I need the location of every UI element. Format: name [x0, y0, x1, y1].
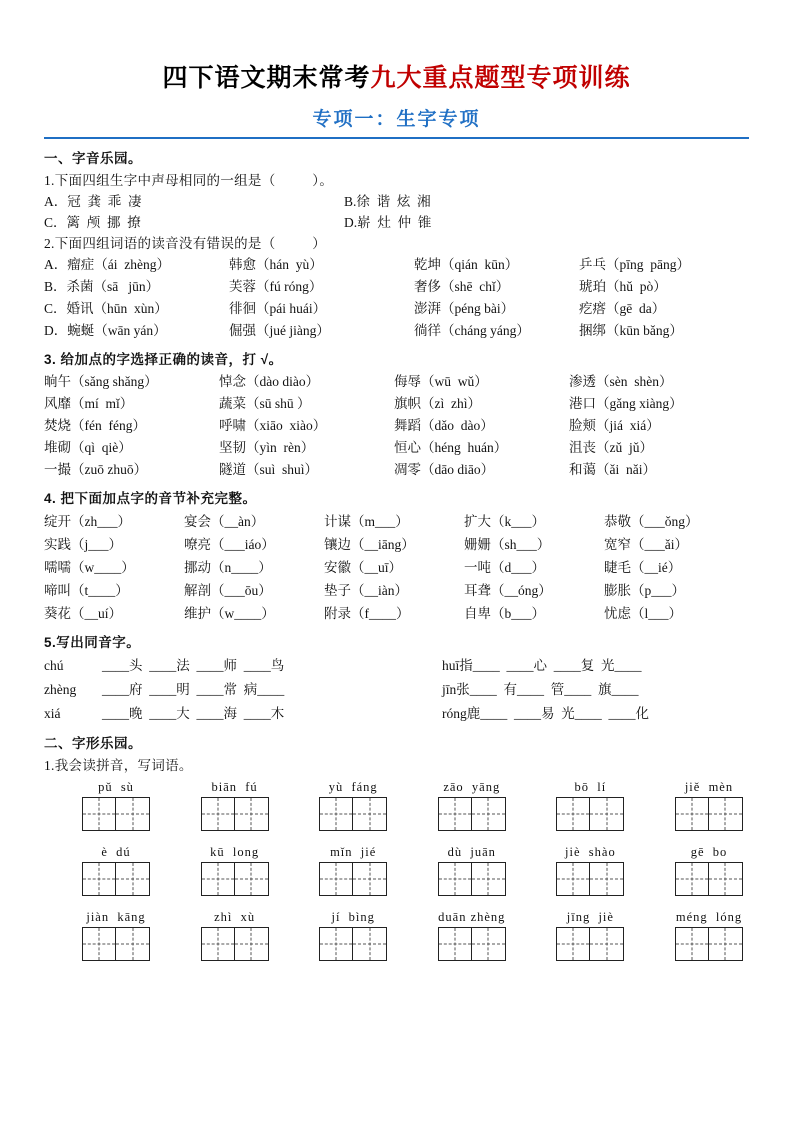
- blank-cell[interactable]: 耳聋（__óng）: [464, 583, 552, 598]
- spacer: [44, 831, 749, 841]
- pinyin-label: jiè shào: [565, 845, 616, 859]
- tianzige-cells[interactable]: [201, 797, 269, 831]
- tianzige-item: [556, 910, 624, 961]
- tianzige-item: [675, 910, 743, 961]
- option-c: C．篱 颅 挪 撩: [44, 215, 141, 230]
- section-heading-2: 二、字形乐园。: [44, 736, 142, 751]
- tianzige-cells[interactable]: [201, 927, 269, 961]
- tianzige-cell[interactable]: [472, 862, 506, 896]
- blank-cell[interactable]: 挪动（n____）: [184, 560, 272, 575]
- choice-cell: 恒心（héng huán）: [394, 440, 508, 455]
- tianzige-cell[interactable]: [556, 927, 590, 961]
- homophone-row: [44, 702, 749, 726]
- tianzige-cell[interactable]: [235, 927, 269, 961]
- choice-cell: 徘徊（pái huái）: [229, 301, 327, 316]
- pinyin-label-2: jīn: [442, 682, 457, 697]
- choice-cell: 徜徉（cháng yáng）: [414, 323, 530, 338]
- pinyin-label: yù fáng: [328, 780, 378, 794]
- choice-cell: 蔬菜（sū shū ）: [219, 396, 311, 411]
- homophone-blanks-left[interactable]: ____府 ____明 ____常 病____: [102, 682, 285, 697]
- tianzige-cells[interactable]: [319, 862, 387, 896]
- tianzige-cells[interactable]: [556, 862, 624, 896]
- tianzige-cell[interactable]: [556, 797, 590, 831]
- tianzige-cell[interactable]: [353, 927, 387, 961]
- tianzige-item: [438, 780, 506, 831]
- blank-cell[interactable]: 姗姗（sh___）: [464, 537, 551, 552]
- tianzige-cell[interactable]: [353, 797, 387, 831]
- choice-cell: 和蔼（ǎi nǎi）: [569, 462, 656, 477]
- tianzige-cell[interactable]: [438, 797, 472, 831]
- choice-cell: A．瘤症（ái zhèng）: [44, 257, 170, 272]
- blank-cell[interactable]: 宽窄（___ǎi）: [604, 537, 688, 552]
- blanks[interactable]: 指____ ____心 ____复 光____: [459, 658, 642, 673]
- tianzige-item: [438, 845, 506, 896]
- tianzige-cell[interactable]: [675, 862, 709, 896]
- pinyin-label: méng lóng: [675, 910, 743, 924]
- tianzige-cell[interactable]: [82, 927, 116, 961]
- tianzige-cells[interactable]: [675, 797, 743, 831]
- tianzige-cell[interactable]: [235, 797, 269, 831]
- choice-cell: 焚烧（fén féng）: [44, 418, 146, 433]
- pinyin-label: jīng jiè: [566, 910, 614, 924]
- tianzige-row: [44, 910, 749, 961]
- blank-cell[interactable]: 扩大（k___）: [464, 514, 545, 529]
- pinyin-label: kū long: [210, 845, 260, 859]
- pinyin-label: biān fú: [211, 780, 258, 794]
- blank-cell[interactable]: 安徽（__uī）: [324, 560, 403, 575]
- pinyin-label: zhì xù: [214, 910, 256, 924]
- option-d: D.崭 灶 仲 锥: [344, 215, 432, 230]
- choice-cell: 乒乓（pīng pāng）: [579, 257, 690, 272]
- blank-cell[interactable]: 嚅嚅（w____）: [44, 560, 135, 575]
- pinyin-label: chú: [44, 658, 64, 673]
- choice-cell: 渗透（sèn shèn）: [569, 374, 673, 389]
- tianzige-cells[interactable]: [438, 927, 506, 961]
- tianzige-cell[interactable]: [201, 862, 235, 896]
- tianzige-cells[interactable]: [675, 927, 743, 961]
- blank-cell[interactable]: 膨胀（p___）: [604, 583, 685, 598]
- pinyin-label-2: huī: [442, 658, 460, 673]
- choice-cell: 脸颊（jiá xiá）: [569, 418, 660, 433]
- tianzige-cells[interactable]: [319, 927, 387, 961]
- homophone-row: [44, 654, 749, 678]
- tianzige-cell[interactable]: [590, 797, 624, 831]
- option-a: A．冠 龚 乖 凄: [44, 194, 142, 209]
- page-title: [44, 58, 749, 94]
- tianzige-cell[interactable]: [590, 862, 624, 896]
- tianzige-cell[interactable]: [201, 797, 235, 831]
- tianzige-cell[interactable]: [590, 927, 624, 961]
- tianzige-item: [201, 780, 269, 831]
- question-3-choices: [44, 371, 749, 481]
- tianzige-item: [82, 845, 150, 896]
- pinyin-label: jiàn kāng: [86, 910, 146, 924]
- choice-cell: 捆绑（kūn bǎng）: [579, 323, 683, 338]
- question-1-option-row: [44, 191, 749, 212]
- choice-cell: 隧道（suì shuì）: [219, 462, 319, 477]
- tianzige-cell[interactable]: [353, 862, 387, 896]
- tianzige-cell[interactable]: [472, 797, 506, 831]
- tianzige-item: [319, 845, 387, 896]
- tianzige-item: [675, 845, 743, 896]
- blank-cell[interactable]: 自卑（b___）: [464, 606, 545, 621]
- tianzige-cells[interactable]: [82, 862, 150, 896]
- pinyin-label: zhèng: [44, 682, 77, 697]
- pinyin-label: pǔ sù: [98, 780, 134, 794]
- choice-cell: 港口（gǎng xiàng）: [569, 396, 683, 411]
- tianzige-cells[interactable]: [675, 862, 743, 896]
- tianzige-cell[interactable]: [116, 797, 150, 831]
- blank-cell[interactable]: 恭敬（___ǒng）: [604, 514, 699, 529]
- pinyin-label: mǐn jié: [330, 845, 377, 859]
- section-heading-1: 一、字音乐园。: [44, 151, 142, 166]
- question-2-choices: [44, 254, 749, 342]
- tianzige-cell[interactable]: [438, 927, 472, 961]
- tianzige-cell[interactable]: [709, 797, 743, 831]
- tianzige-item: [319, 910, 387, 961]
- blank-cell[interactable]: 解剖（___ōu）: [184, 583, 272, 598]
- tianzige-cells[interactable]: [438, 797, 506, 831]
- tianzige-cells[interactable]: [82, 927, 150, 961]
- pinyin-label: jí bìng: [331, 910, 375, 924]
- question-3-stem: 3. 给加点的字选择正确的读音，打 √。: [44, 352, 283, 367]
- tianzige-cell[interactable]: [472, 927, 506, 961]
- question-1-option-row: [44, 212, 749, 233]
- homophone-blanks-left[interactable]: ____晚 ____大 ____海 ____木: [102, 706, 285, 721]
- tianzige-cells[interactable]: [319, 797, 387, 831]
- section-banner: 专项一：生字专项: [312, 109, 481, 130]
- tianzige-cell[interactable]: [319, 797, 353, 831]
- pinyin-label: bō lí: [574, 780, 607, 794]
- choice-cell: 晌午（sǎng shǎng）: [44, 374, 158, 389]
- pinyin-label: jiě mèn: [684, 780, 734, 794]
- homophone-blanks-right[interactable]: [442, 678, 742, 702]
- tianzige-cells[interactable]: [438, 862, 506, 896]
- tianzige-cell[interactable]: [235, 862, 269, 896]
- pinyin-label-2: róng: [442, 706, 467, 721]
- tianzige-cell[interactable]: [556, 862, 590, 896]
- question-6-stem: 1.我会读拼音，写词语。: [44, 758, 193, 773]
- tianzige-item: [201, 845, 269, 896]
- tianzige-item: [82, 910, 150, 961]
- question-2-stem: 2.下面四组词语的读音没有错误的是（ ）: [44, 236, 327, 251]
- tianzige-cell[interactable]: [709, 927, 743, 961]
- tianzige-cell[interactable]: [116, 862, 150, 896]
- question-4-blanks: [44, 510, 749, 625]
- choice-cell: 芙蓉（fú róng）: [229, 279, 323, 294]
- tianzige-item: [438, 910, 506, 961]
- option-b: B.徐 谐 炫 湘: [344, 194, 431, 209]
- tianzige-cell[interactable]: [82, 797, 116, 831]
- tianzige-cell[interactable]: [201, 927, 235, 961]
- tianzige-item: [201, 910, 269, 961]
- blank-cell[interactable]: 垫子（__iàn）: [324, 583, 408, 598]
- choice-cell: 琥珀（hǔ pò）: [579, 279, 667, 294]
- blank-cell[interactable]: 啼叫（t____）: [44, 583, 129, 598]
- homophone-row: [44, 678, 749, 702]
- tianzige-item: [675, 780, 743, 831]
- blanks[interactable]: 张____ 有____ 管____ 旗____: [456, 682, 639, 697]
- choice-cell: 沮丧（zǔ jǔ）: [569, 440, 653, 455]
- choice-cell: 凋零（dāo diāo）: [394, 462, 495, 477]
- blank-cell[interactable]: 实践（j___）: [44, 537, 123, 552]
- blank-cell[interactable]: 睫毛（__ié）: [604, 560, 682, 575]
- pinyin-label: zāo yāng: [443, 780, 501, 794]
- tianzige-row: [44, 780, 749, 831]
- tianzige-item: [556, 845, 624, 896]
- choice-cell: 呼啸（xiāo xiào）: [219, 418, 327, 433]
- choice-cell: B．杀菌（sā jūn）: [44, 279, 160, 294]
- choice-cell: 堆砌（qì qiè）: [44, 440, 132, 455]
- choice-cell: 风靡（mí mǐ）: [44, 396, 134, 411]
- question-1-stem: 1.下面四组生字中声母相同的一组是（ ）。: [44, 173, 334, 188]
- tianzige-cells[interactable]: [201, 862, 269, 896]
- blank-cell[interactable]: 宴会（__àn）: [184, 514, 265, 529]
- choice-cell: 疙瘩（gē da）: [579, 301, 666, 316]
- choice-cell: 澎湃（péng bài）: [414, 301, 515, 316]
- choice-cell: 舞蹈（dǎo dào）: [394, 418, 494, 433]
- banner-divider: [44, 137, 749, 139]
- tianzige-item: [556, 780, 624, 831]
- pinyin-label: è dú: [101, 845, 131, 859]
- tianzige-cells[interactable]: [82, 797, 150, 831]
- tianzige-item: [82, 780, 150, 831]
- pinyin-label: duān zhèng: [438, 910, 506, 924]
- page-title-black: 四下语文期末常考: [162, 64, 371, 92]
- spacer: [44, 896, 749, 906]
- choice-cell: 坚韧（yìn rèn）: [219, 440, 315, 455]
- blanks[interactable]: 鹿____ ____易 光____ ____化: [466, 706, 649, 721]
- blank-cell[interactable]: 计谋（m___）: [324, 514, 409, 529]
- blank-cell[interactable]: 一吨（d___）: [464, 560, 545, 575]
- choice-cell: 奢侈（shē chǐ）: [414, 279, 510, 294]
- choice-cell: 一撮（zuō zhuō）: [44, 462, 148, 477]
- blank-cell[interactable]: 维护（w____）: [184, 606, 275, 621]
- tianzige-cell[interactable]: [709, 862, 743, 896]
- blank-cell[interactable]: 绽开（zh___）: [44, 514, 131, 529]
- tianzige-item: [319, 780, 387, 831]
- choice-cell: 悼念（dào diào）: [219, 374, 320, 389]
- tianzige-cell[interactable]: [319, 862, 353, 896]
- homophone-blanks-left[interactable]: ____头 ____法 ____师 ____鸟: [102, 658, 285, 673]
- blank-cell[interactable]: 嘹亮（___iáo）: [184, 537, 275, 552]
- tianzige-cell[interactable]: [438, 862, 472, 896]
- blank-cell[interactable]: 附录（f____）: [324, 606, 410, 621]
- choice-cell: 乾坤（qián kūn）: [414, 257, 519, 272]
- choice-cell: 倔强（jué jiàng）: [229, 323, 330, 338]
- choice-cell: D．蜿蜒（wān yán）: [44, 323, 167, 338]
- choice-cell: 侮辱（wū wǔ）: [394, 374, 488, 389]
- tianzige-cell[interactable]: [116, 927, 150, 961]
- page-title-red: 九大重点题型专项训练: [370, 64, 631, 92]
- tianzige-cell[interactable]: [82, 862, 116, 896]
- blank-cell[interactable]: 葵花（__uí）: [44, 606, 123, 621]
- pinyin-label: xiá: [44, 706, 61, 721]
- choice-cell: 韩愈（hán yù）: [229, 257, 323, 272]
- pinyin-label: gē bo: [690, 845, 728, 859]
- blank-cell[interactable]: 镶边（__iāng）: [324, 537, 415, 552]
- choice-cell: 旗帜（zì zhì）: [394, 396, 481, 411]
- choice-cell: C．婚讯（hūn xùn）: [44, 301, 168, 316]
- tianzige-row: [44, 845, 749, 896]
- homophone-blanks-right[interactable]: [442, 702, 742, 726]
- blank-cell[interactable]: 忧虑（l___）: [604, 606, 683, 621]
- tianzige-cell[interactable]: [675, 797, 709, 831]
- homophone-blanks-right[interactable]: [442, 654, 742, 678]
- tianzige-cell[interactable]: [319, 927, 353, 961]
- question-4-stem: 4. 把下面加点字的音节补充完整。: [44, 491, 257, 506]
- question-5-stem: 5.写出同音字。: [44, 635, 141, 650]
- tianzige-cells[interactable]: [556, 927, 624, 961]
- pinyin-label: dù juān: [447, 845, 496, 859]
- tianzige-cell[interactable]: [675, 927, 709, 961]
- tianzige-cells[interactable]: [556, 797, 624, 831]
